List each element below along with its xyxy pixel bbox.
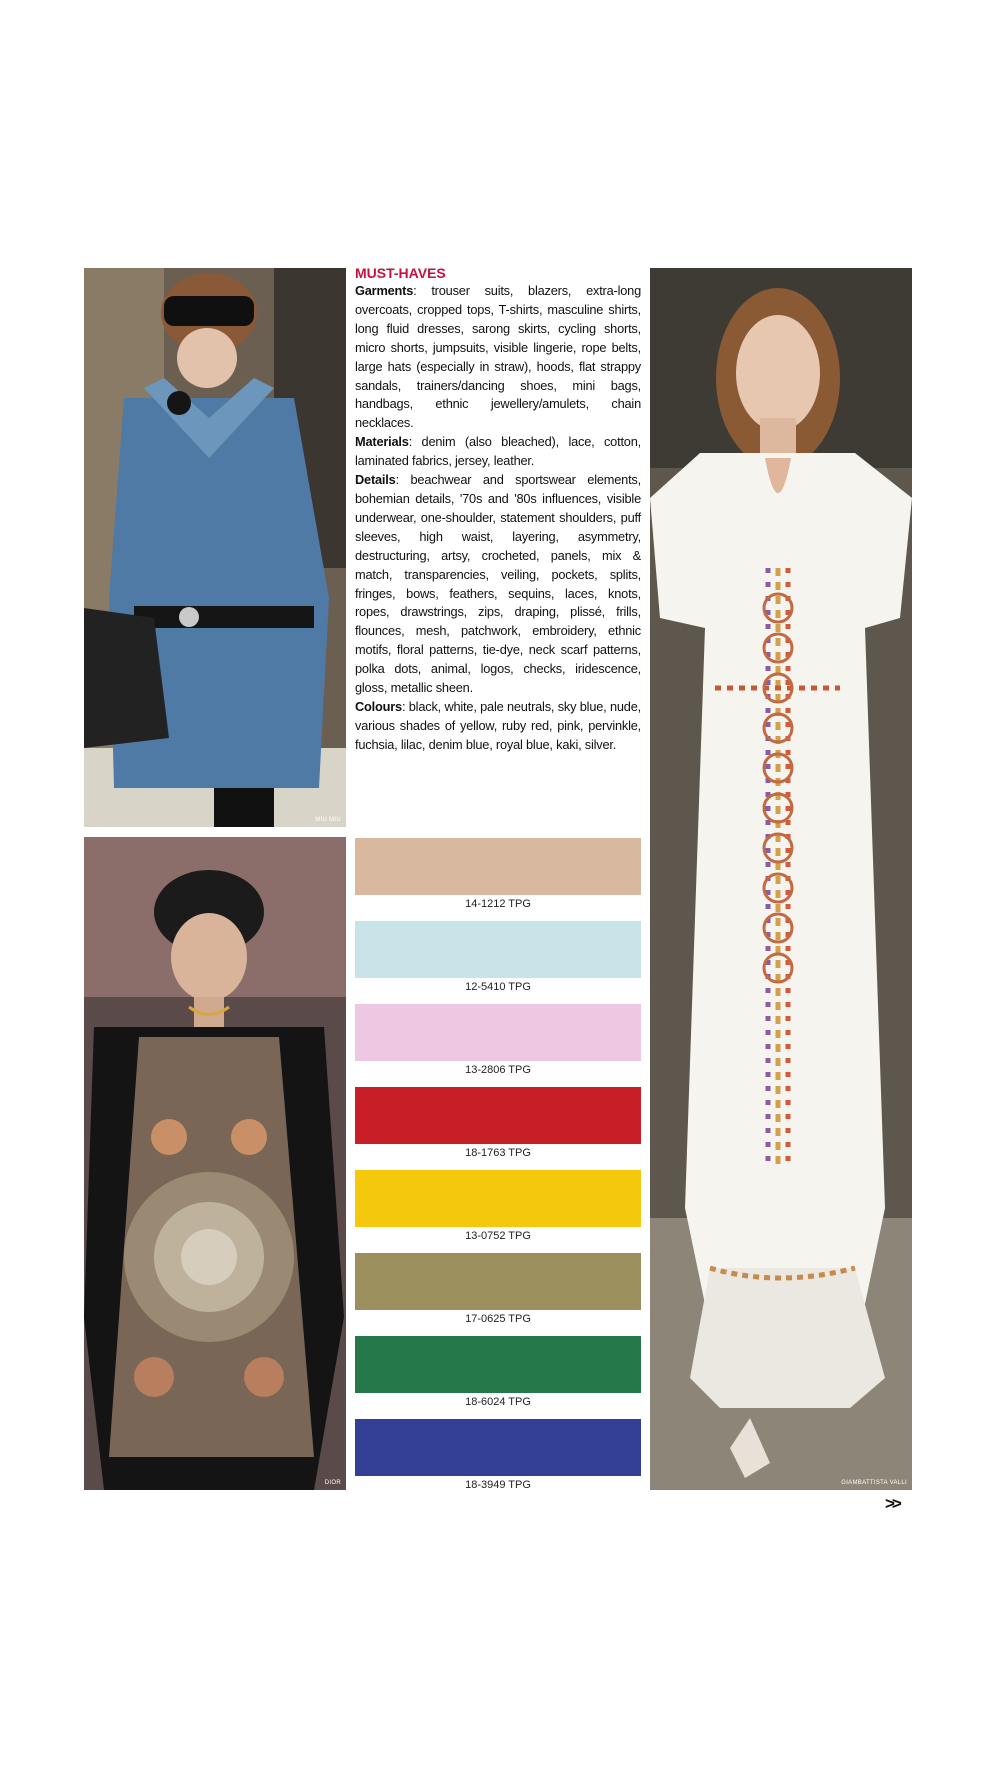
details-text: : beachwear and sportswear elements, bohemian details, '70s and '80s influences, visible underwear, one-shoulder, statement shoulders, puff sleeves, high waist, layering, asymmetry, destructuring, artsy, crocheted, panels, mix & match, transparencies, veiling, pockets, splits, fringes, bows, feathers, sequins, laces, knots, ropes, drawstrings, zips, draping, plissé, frills, flounces, mesh, patchwork, embroidery, ethnic motifs, floral patterns, tie-dye, neck scarf patterns, polka dots, animal, logos, checks, iridescence, gloss, metallic sheen. [355, 472, 641, 696]
colours-label: Colours [355, 698, 402, 714]
materials-text: : denim (also bleached), lace, cotton, laminated fabrics, jersey, leather. [355, 434, 641, 469]
runway-photo-printed-dress [84, 837, 346, 1490]
section-heading: MUST-HAVES [355, 265, 446, 281]
runway-photo-white-dress [650, 268, 912, 1490]
photo-credit: MIU MIU [315, 817, 341, 823]
swatch-code: 13-2806 TPG [465, 1064, 531, 1076]
garments-text: : trouser suits, blazers, extra-long overcoats, cropped tops, T-shirts, masculine shirts, long fluid dresses, sarong skirts, cycling shorts, micro shorts, jumpsuits, visible lingerie, rope belts, large hats (especially in straw), hoods, flat strappy sandals, trainers/dancing shoes, mini bags, handbags, ethnic jewellery/amulets, chain necklaces. [355, 283, 641, 431]
must-haves-text [355, 265, 641, 755]
colour-swatch [355, 1419, 641, 1476]
colour-swatch [355, 921, 641, 978]
photo-credit: GIAMBATTISTA VALLI [841, 1480, 907, 1486]
swatch-code: 18-6024 TPG [465, 1396, 531, 1408]
swatch-code: 13-0752 TPG [465, 1230, 531, 1242]
swatch-code: 17-0625 TPG [465, 1313, 531, 1325]
swatch-code: 14-1212 TPG [465, 898, 531, 910]
swatch-code: 12-5410 TPG [465, 981, 531, 993]
details-paragraph [355, 471, 641, 698]
colours-paragraph [355, 698, 641, 755]
next-page-arrow[interactable]: >> [885, 1494, 899, 1513]
garments-paragraph [355, 282, 641, 433]
colour-swatch [355, 1170, 641, 1227]
materials-paragraph [355, 433, 641, 471]
colour-swatch [355, 1336, 641, 1393]
colour-swatch [355, 1253, 641, 1310]
details-label: Details [355, 472, 396, 488]
colour-swatch [355, 1004, 641, 1061]
runway-photo-denim-dress [84, 268, 346, 827]
swatch-code: 18-3949 TPG [465, 1479, 531, 1491]
photo-credit: DIOR [324, 1480, 341, 1486]
swatch-code: 18-1763 TPG [465, 1147, 531, 1159]
colour-swatch [355, 1087, 641, 1144]
colours-text: : black, white, pale neutrals, sky blue, nude, various shades of yellow, ruby red, pink, pervinkle, fuchsia, lilac, denim blue, royal blue, kaki, silver. [355, 698, 641, 752]
garments-label: Garments [355, 283, 414, 298]
materials-label: Materials [355, 434, 409, 450]
colour-swatch [355, 838, 641, 895]
